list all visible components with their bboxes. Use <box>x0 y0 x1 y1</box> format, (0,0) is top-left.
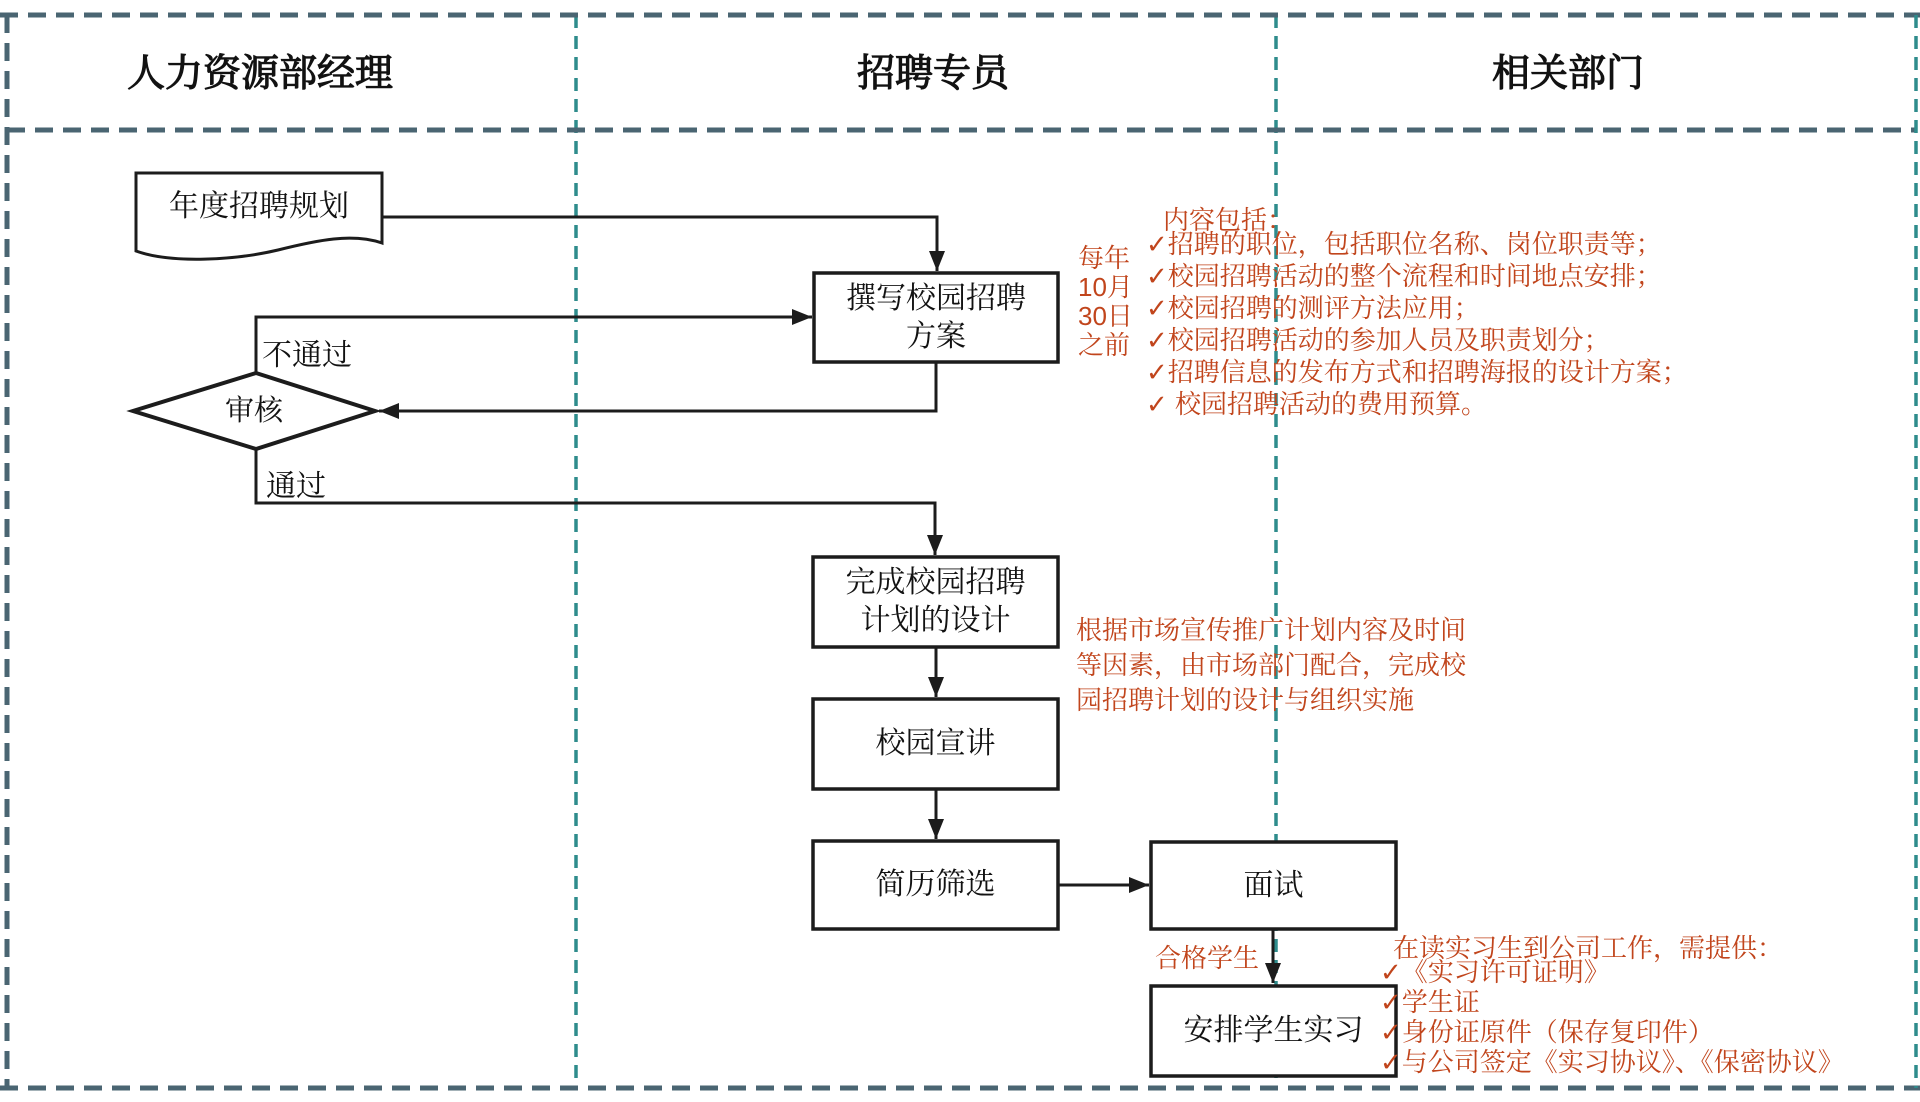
node-label-complete-design <box>813 557 1058 647</box>
annotation-market-note-line2: 等因素，由市场部门配合，完成校 <box>1076 650 1467 680</box>
edge-draft-to-review <box>379 362 936 411</box>
edge-plan-to-draft <box>382 217 937 271</box>
edge-label-fail: 不通过 <box>262 339 352 372</box>
node-label-review: 审核 <box>224 395 283 427</box>
lane-header-related-dept: 相关部门 <box>1491 53 1644 95</box>
annotation-internship-item-1: ✓《实习许可证明》 <box>1380 957 1610 987</box>
annotation-deadline-line3: 30日 <box>1078 301 1133 331</box>
annotation-content-item-2: ✓校园招聘活动的整个流程和时间地点安排； <box>1146 261 1662 291</box>
edge-label-qualified-students: 合格学生 <box>1155 943 1260 973</box>
annotation-internship-list <box>1380 957 1844 1077</box>
node-label-draft-plan-line2: 方案 <box>906 319 966 353</box>
annotation-content-title: 内容包括： <box>1163 205 1294 235</box>
annotation-content-item-6: ✓ 校园招聘活动的费用预算。 <box>1146 389 1488 419</box>
annotation-content-item-3: ✓校园招聘的测评方法应用； <box>1146 293 1480 323</box>
node-label-draft-plan <box>814 273 1058 362</box>
edge-review-pass-to-design <box>256 449 935 555</box>
edge-label-pass: 通过 <box>266 470 326 503</box>
annotation-deadline-line1: 每年 <box>1078 243 1131 273</box>
annotation-internship-item-4: ✓与公司签定《实习协议》、《保密协议》 <box>1380 1047 1844 1077</box>
node-label-complete-design-line2: 计划的设计 <box>860 604 1011 637</box>
annotation-market-note-line1: 根据市场宣传推广计划内容及时间 <box>1076 615 1467 645</box>
annotation-content-item-1: ✓招聘的职位，包括职位名称、岗位职责等； <box>1146 229 1662 259</box>
node-label-interview: 面试 <box>1243 868 1304 902</box>
annotation-internship-title: 在读实习生到公司工作，需提供： <box>1393 933 1784 963</box>
node-label-complete-design-line1: 完成校园招聘 <box>845 566 1026 599</box>
node-label-annual-plan: 年度招聘规划 <box>169 190 349 223</box>
annotation-market-note-line3: 园招聘计划的设计与组织实施 <box>1076 685 1415 715</box>
node-label-resume-screen: 简历筛选 <box>875 868 996 901</box>
annotation-internship-item-3: ✓身份证原件（保存复印件） <box>1380 1017 1714 1047</box>
annotation-content-list <box>1146 228 1688 420</box>
lane-header-recruiter: 招聘专员 <box>856 53 1009 95</box>
annotation-internship-item-2: ✓学生证 <box>1380 987 1480 1017</box>
annotation-market-note <box>1076 613 1466 718</box>
annotation-deadline <box>1078 244 1133 360</box>
node-label-campus-talk: 校园宣讲 <box>875 727 996 760</box>
annotation-content-item-5: ✓招聘信息的发布方式和招聘海报的设计方案； <box>1146 357 1688 387</box>
annotation-deadline-line2: 10月 <box>1078 272 1133 302</box>
node-label-arrange-internship: 安排学生实习 <box>1183 1014 1364 1047</box>
lane-header-hr-manager: 人力资源部经理 <box>126 53 393 95</box>
annotation-content-item-4: ✓校园招聘活动的参加人员及职责划分； <box>1146 325 1610 355</box>
node-label-draft-plan-line1: 撰写校园招聘 <box>846 281 1026 315</box>
annotation-deadline-line4: 之前 <box>1078 330 1131 360</box>
